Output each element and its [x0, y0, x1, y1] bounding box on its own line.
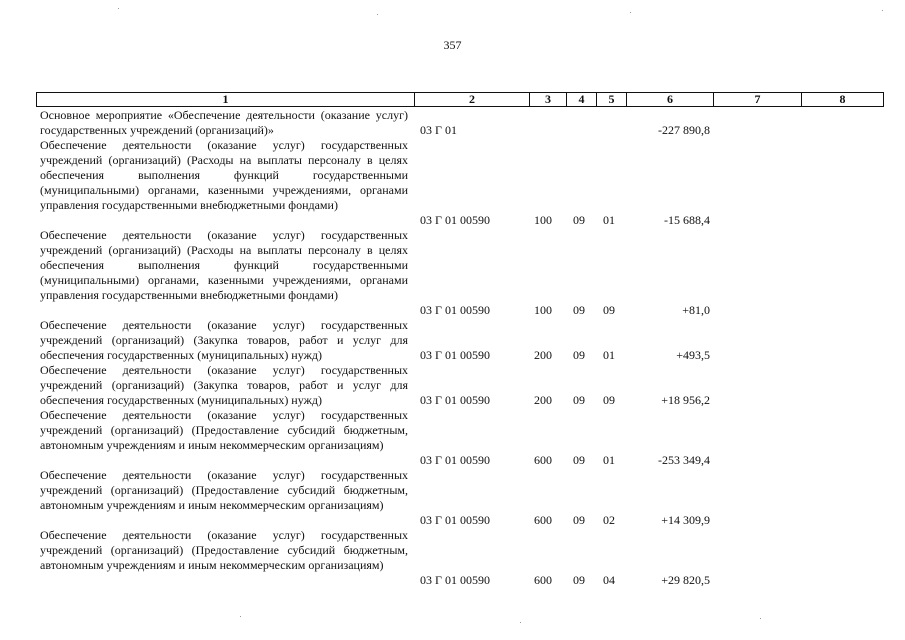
row-amount: -253 349,4: [658, 453, 710, 467]
row-amount: -15 688,4: [664, 213, 710, 227]
row-col-5: 01: [603, 453, 615, 467]
row-description: Обеспечение деятельности (оказание услуг) государственных учреждений (организаций) (Расходы на выплаты персоналу в целях обеспечения выполнения функций государственными (муниципальными) органами, казенными учреждениями, органами управления государственными внебюджетными фондами): [40, 138, 408, 212]
row-col-3: 600: [534, 453, 552, 467]
scan-speck: [240, 616, 241, 617]
row-description: Обеспечение деятельности (оказание услуг) государственных учреждений (организаций) (Предоставление субсидий бюджетным, автономным учреждениям и иным некоммерческим организациям): [40, 468, 408, 512]
row-description: Обеспечение деятельности (оказание услуг) государственных учреждений (организаций) (Расходы на выплаты персоналу в целях обеспечения выполнения функций государственными (муниципальными) органами, казенными учреждениями, органами управления государственными внебюджетными фондами): [40, 228, 408, 302]
row-amount: +14 309,9: [661, 513, 710, 527]
row-col-4: 09: [573, 393, 585, 407]
row-col-3: 200: [534, 348, 552, 362]
row-col-4: 09: [573, 513, 585, 527]
page-number: 357: [443, 38, 462, 52]
row-col-3: 600: [534, 573, 552, 587]
header-col-7: 7: [714, 93, 802, 106]
row-description: Обеспечение деятельности (оказание услуг) государственных учреждений (организаций) (Закупка товаров, работ и услуг для обеспечения государственных (муниципальных) нужд): [40, 363, 408, 407]
scan-speck: [520, 622, 521, 623]
row-col-4: 09: [573, 348, 585, 362]
row-code: 03 Г 01 00590: [420, 213, 490, 227]
row-code: 03 Г 01 00590: [420, 573, 490, 587]
scan-speck: [630, 12, 631, 13]
row-code: 03 Г 01 00590: [420, 393, 490, 407]
row-col-3: 200: [534, 393, 552, 407]
row-amount: +81,0: [682, 303, 710, 317]
row-description: Основное мероприятие «Обеспечение деятельности (оказание услуг) государственных учреждений (организаций)»: [40, 108, 408, 137]
header-col-3: 3: [530, 93, 567, 106]
row-col-3: 100: [534, 213, 552, 227]
row-code: 03 Г 01 00590: [420, 348, 490, 362]
scan-speck: [882, 10, 883, 11]
header-col-1: 1: [37, 93, 415, 106]
row-col-3: 100: [534, 303, 552, 317]
row-description: Обеспечение деятельности (оказание услуг) государственных учреждений (организаций) (Предоставление субсидий бюджетным, автономным учреждениям и иным некоммерческим организациям): [40, 528, 408, 572]
scan-speck: [760, 618, 761, 619]
row-col-4: 09: [573, 573, 585, 587]
header-col-8: 8: [839, 92, 846, 106]
row-amount: +18 956,2: [661, 393, 710, 407]
row-col-5: 01: [603, 348, 615, 362]
row-col-5: 09: [603, 303, 615, 317]
scan-speck: [118, 8, 119, 9]
row-description: Обеспечение деятельности (оказание услуг) государственных учреждений (организаций) (Предоставление субсидий бюджетным, автономным учреждениям и иным некоммерческим организациям): [40, 408, 408, 452]
row-amount: +493,5: [676, 348, 710, 362]
header-col-2: 2: [415, 93, 530, 106]
scan-speck: [377, 14, 378, 15]
row-description: Обеспечение деятельности (оказание услуг) государственных учреждений (организаций) (Закупка товаров, работ и услуг для обеспечения государственных (муниципальных) нужд): [40, 318, 408, 362]
row-code: 03 Г 01 00590: [420, 303, 490, 317]
header-col-6: 6: [627, 93, 714, 106]
row-code: 03 Г 01 00590: [420, 453, 490, 467]
header-col-4: 4: [567, 93, 597, 106]
row-code: 03 Г 01: [420, 123, 457, 137]
row-code: 03 Г 01 00590: [420, 513, 490, 527]
row-col-5: 04: [603, 573, 615, 587]
header-col-5: 5: [597, 93, 627, 106]
row-col-4: 09: [573, 213, 585, 227]
row-col-5: 02: [603, 513, 615, 527]
row-col-5: 01: [603, 213, 615, 227]
row-amount: -227 890,8: [658, 123, 710, 137]
row-amount: +29 820,5: [661, 573, 710, 587]
row-col-4: 09: [573, 453, 585, 467]
row-col-5: 09: [603, 393, 615, 407]
row-col-3: 600: [534, 513, 552, 527]
table-header: [36, 92, 884, 107]
row-col-4: 09: [573, 303, 585, 317]
